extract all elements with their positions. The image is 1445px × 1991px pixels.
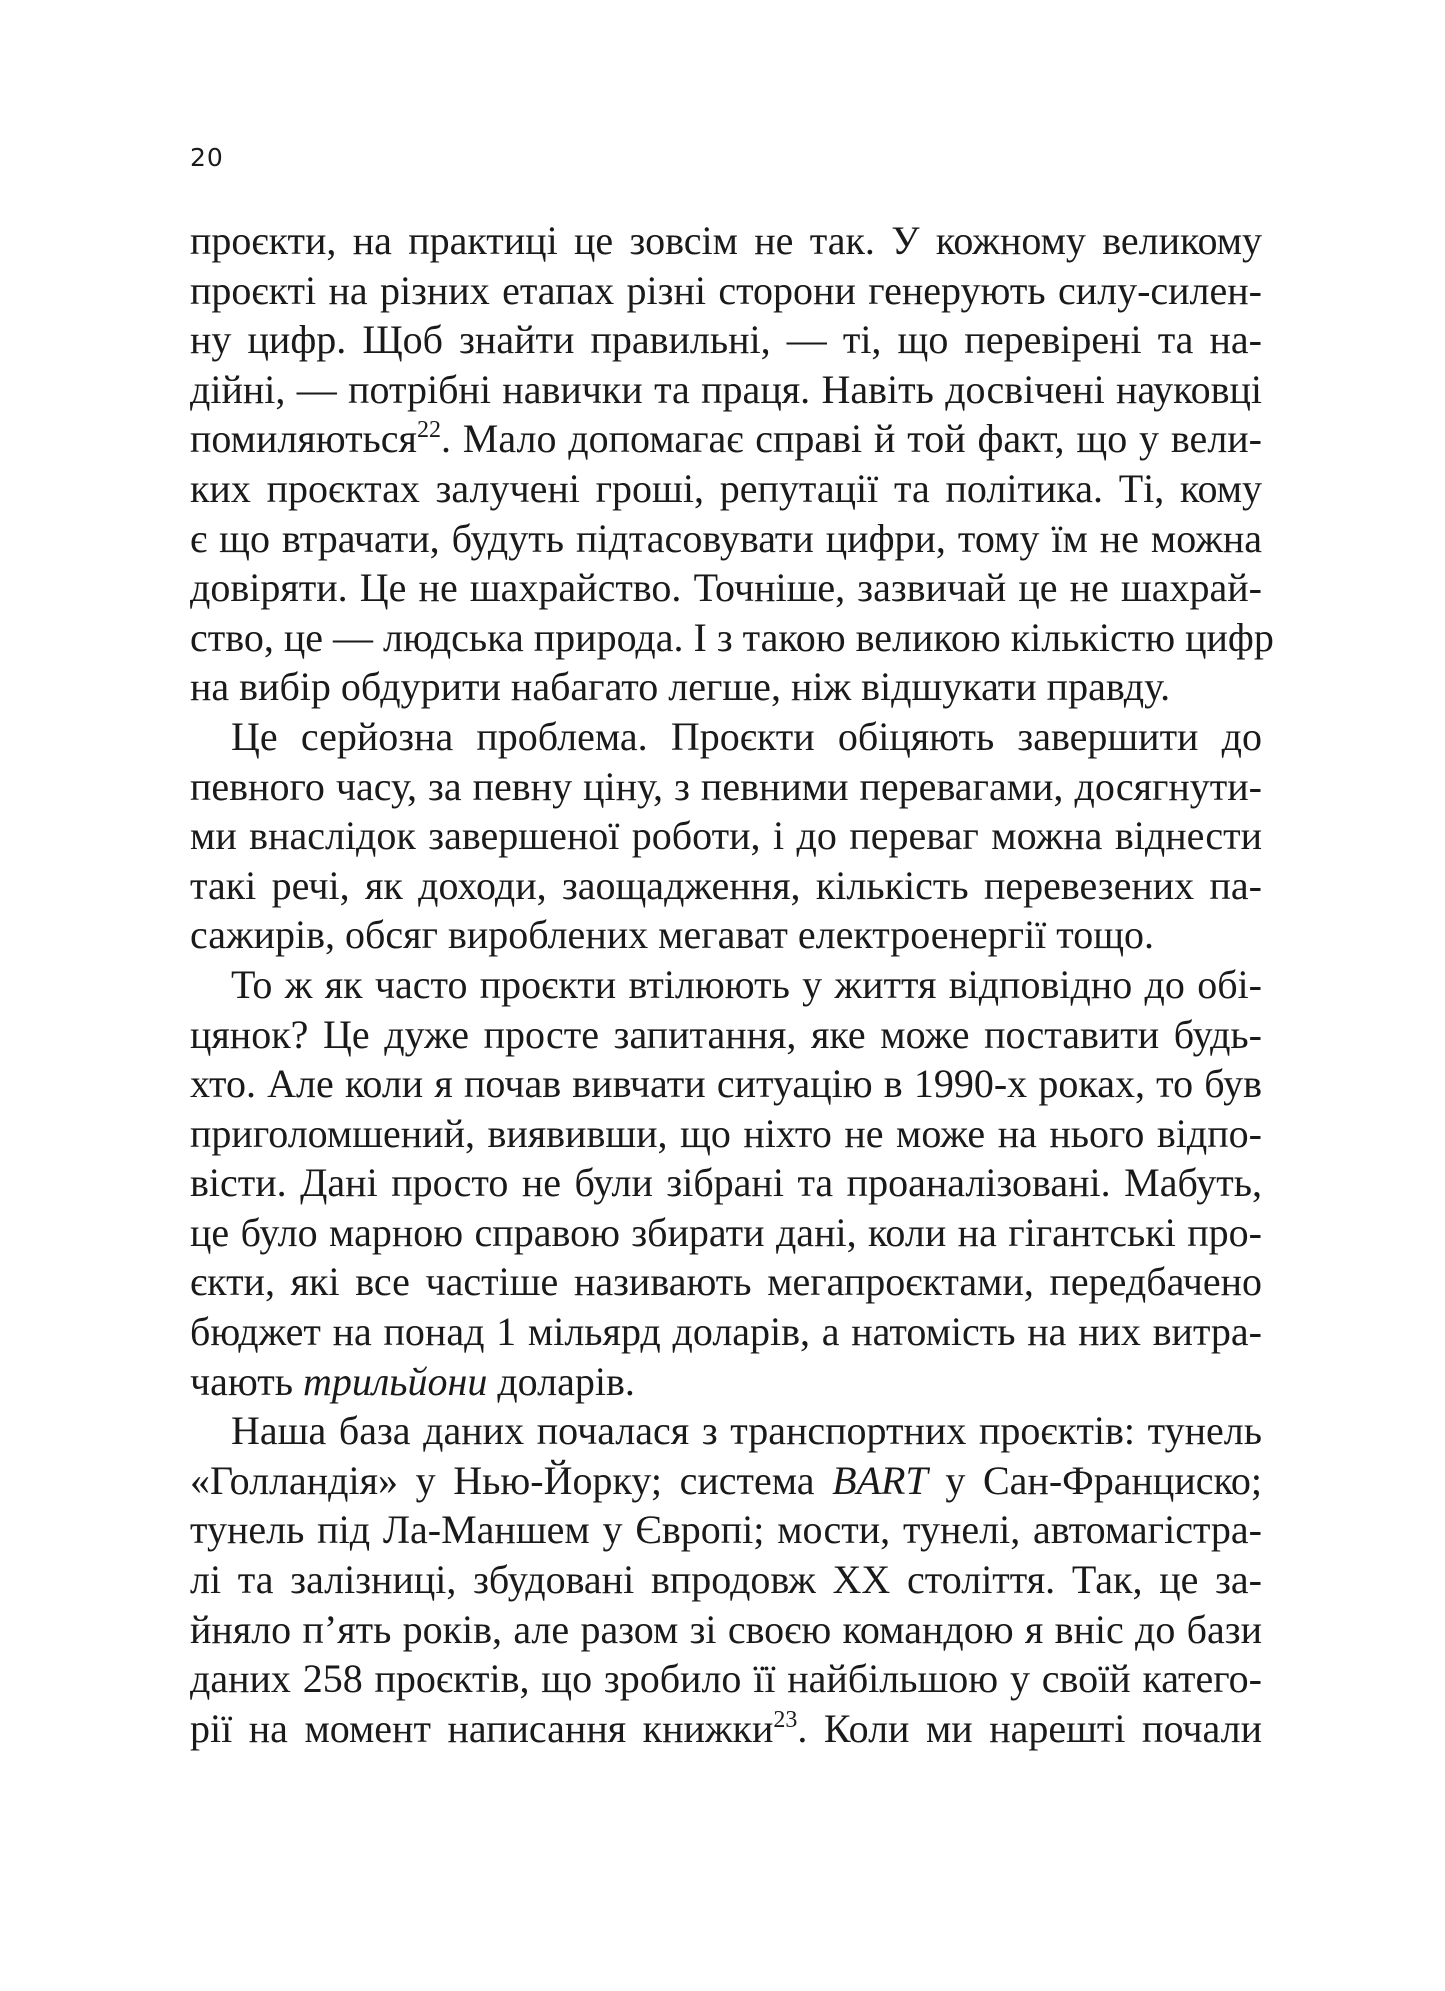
text-line (190, 1010, 1262, 1060)
text-segment: проєкти, на практиці це зовсім не так. У кожному великому (190, 218, 1262, 263)
text-line (190, 1109, 1262, 1159)
text-line (190, 365, 1262, 415)
text-segment: це було марною справою збирати дані, коли на гігантські про- (190, 1209, 1262, 1255)
text-line (190, 216, 1262, 266)
text-segment: йняло п’ять років, але разом зі своєю командою я вніс до бази (190, 1606, 1262, 1652)
italic-text: трильйони (302, 1358, 488, 1404)
text-segment: доларів. (487, 1358, 635, 1404)
text-line (190, 662, 1262, 712)
text-segment: хто. Але коли я почав вивчати ситуацію в 1990-х роках, то був (190, 1061, 1262, 1107)
text-segment: тунель під Ла-Маншем у Європі; мости, тунелі, автомагістра- (190, 1507, 1262, 1553)
text-segment: цянок? Це дуже просте запитання, яке може поставити будь- (190, 1011, 1262, 1057)
text-segment: ство, це — людська природа. І з такою великою кількістю цифр (190, 614, 1274, 660)
text-line (190, 811, 1262, 861)
text-line (190, 1555, 1262, 1605)
text-line (190, 1456, 1262, 1506)
text-segment: Це серйозна проблема. Проєкти обіцяють завершити до (231, 713, 1262, 759)
text-line (190, 861, 1262, 911)
text-line (190, 1505, 1262, 1555)
text-line (190, 1357, 1262, 1407)
text-line (190, 464, 1262, 514)
text-segment: То ж як часто проєкти втілюють у життя відповідно до обі- (231, 961, 1262, 1007)
text-segment: даних 258 проєктів, що зробило її найбільшою у своїй катего- (190, 1656, 1262, 1702)
text-line (190, 1257, 1262, 1307)
text-line (190, 514, 1262, 564)
text-segment: Наша база даних почалася з транспортних проєктів: тунель (231, 1408, 1262, 1454)
text-segment: проєкті на різних етапах різні сторони генерують силу-силен- (190, 267, 1262, 313)
text-segment: дійні, — потрібні навички та праця. Навіть досвічені науковці (190, 366, 1262, 412)
text-line (190, 1307, 1262, 1357)
text-line (190, 960, 1262, 1010)
text-segment: єкти, які все частіше називають мегапроєктами, передбачено (190, 1259, 1262, 1305)
text-segment: приголомшений, виявивши, що ніхто не може на нього відпо- (190, 1110, 1262, 1156)
italic-text: BART (832, 1457, 928, 1503)
text-line (190, 762, 1262, 812)
text-segment: ких проєктах залучені гроші, репутації та політика. Ті, кому (190, 465, 1262, 511)
page-number: 20 (190, 143, 224, 172)
text-segment: такі речі, як доходи, заощадження, кількість перевезених па- (190, 862, 1262, 908)
footnote-ref: 23 (773, 1706, 798, 1733)
text-line (190, 563, 1262, 613)
text-line (190, 1406, 1262, 1456)
text-segment: вісти. Дані просто не були зібрані та проаналізовані. Мабуть, (190, 1160, 1262, 1206)
text-line (190, 712, 1262, 762)
text-line (190, 1654, 1262, 1704)
text-segment: рії на момент написання книжки (190, 1705, 774, 1751)
text-segment: лі та залізниці, збудовані впродовж XX століття. Так, це за- (190, 1557, 1262, 1603)
text-segment: ну цифр. Щоб знайти правильні, — ті, що перевірені та на- (190, 317, 1262, 363)
text-line (190, 1605, 1262, 1655)
text-line (190, 1158, 1262, 1208)
text-line (190, 910, 1262, 960)
text-segment: помиляються (190, 416, 417, 462)
text-segment: певного часу, за певну ціну, з певними перевагами, досягнути- (190, 763, 1262, 809)
text-segment: є що втрачати, будуть підтасовувати цифри, тому їм не можна (190, 515, 1262, 561)
text-line (190, 1704, 1262, 1754)
body-text (190, 216, 1274, 1753)
text-segment: у Сан-Франциско; (927, 1457, 1262, 1503)
text-segment: ми внаслідок завершеної роботи, і до переваг можна віднести (190, 813, 1262, 859)
text-line (190, 266, 1262, 316)
text-segment: . Мало допомагає справі й той факт, що у вели- (440, 416, 1262, 462)
text-line (190, 414, 1262, 464)
text-segment: довіряти. Це не шахрайство. Точніше, зазвичай це не шахрай- (190, 565, 1262, 611)
text-segment: . Коли ми нарешті почали (797, 1705, 1262, 1751)
footnote-ref: 22 (416, 417, 441, 444)
text-segment: бюджет на понад 1 мільярд доларів, а натомість на них витра- (190, 1309, 1262, 1355)
text-segment: сажирів, обсяг вироблених мегават електроенергії тощо. (190, 912, 1155, 958)
text-line (190, 1208, 1262, 1258)
text-line (190, 1059, 1262, 1109)
text-segment: на вибір обдурити набагато легше, ніж відшукати правду. (190, 664, 1171, 710)
text-line (190, 315, 1262, 365)
text-segment: «Голландія» у Нью-Йорку; система (190, 1457, 833, 1503)
text-segment: чають (190, 1358, 303, 1404)
text-line (190, 613, 1274, 663)
